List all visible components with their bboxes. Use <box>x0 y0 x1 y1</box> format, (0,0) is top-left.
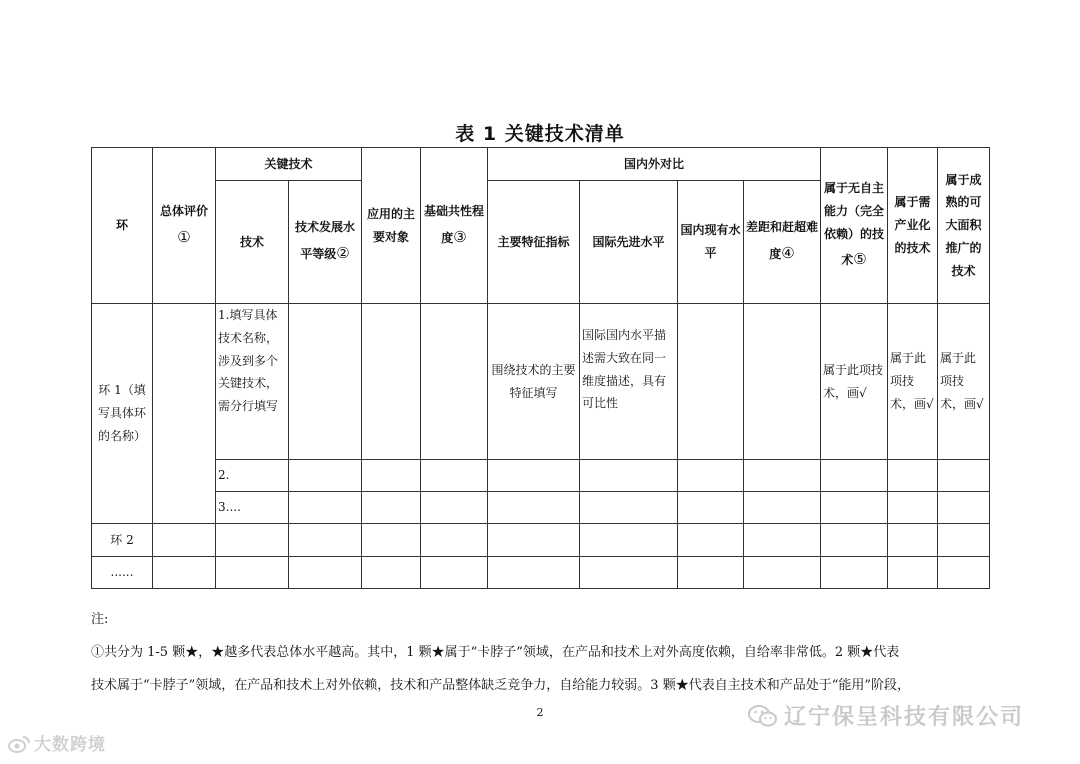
ring1-tech3: 3.... <box>216 492 289 524</box>
header-intl-level: 国际先进水平 <box>580 181 678 304</box>
header-main-app: 应用的主要对象 <box>362 148 421 304</box>
header-basic-common: 基础共性程度③ <box>421 148 488 304</box>
ring2-name: 环 2 <box>92 524 153 557</box>
table-title: 表 1 关键技术清单 <box>455 123 625 145</box>
watermark-left-text: 大数跨境 <box>34 735 106 755</box>
notes-line-2: 技术属于“卡脖子”领域，在产品和技术上对外依赖，技术和产品整体缺乏竞争力，自给能力较弱。3 颗★代表自主技术和产品处于“能用”阶段， <box>91 678 910 693</box>
ring1-tech1-level <box>289 304 362 460</box>
ring1-tech1-gap <box>744 304 821 460</box>
ring1-tech1-intl: 国际国内水平描述需大致在同一维度描述，具有可比性 <box>580 304 678 460</box>
header-industrialize: 属于需产业化的技术 <box>888 148 938 304</box>
header-tech-level: 技术发展水平等级② <box>289 181 362 304</box>
header-no-independent: 属于无自主能力（完全依赖）的技术⑤ <box>821 148 888 304</box>
watermark-right-text: 辽宁保呈科技有限公司 <box>784 705 1025 730</box>
header-domestic-level: 国内现有水平 <box>678 181 744 304</box>
ring1-tech1: 1.填写具体技术名称，涉及到多个关键技术，需分行填写 <box>216 304 289 460</box>
header-overall-eval: 总体评价 ① <box>153 148 216 304</box>
ring1-tech1-industrialize: 属于此项技术，画√ <box>888 304 938 460</box>
ring1-tech1-indicator: 围绕技术的主要特征填写 <box>488 304 580 460</box>
ring1-tech1-no-independent: 属于此项技术，画√ <box>821 304 888 460</box>
watermark-right <box>748 700 1024 731</box>
ring1-tech2: 2. <box>216 460 289 492</box>
header-key-tech: 关键技术 <box>216 148 362 181</box>
ring1-tech1-app <box>362 304 421 460</box>
ring1-tech1-mature: 属于此项技术，画√ <box>938 304 990 460</box>
ring1-tech1-domestic <box>678 304 744 460</box>
notes-label: 注: <box>91 612 109 627</box>
ring1-name: 环 1（填写具体环的名称） <box>92 304 153 524</box>
watermark-left <box>8 730 106 755</box>
header-main-indicator: 主要特征指标 <box>488 181 580 304</box>
weibo-icon <box>8 735 30 753</box>
header-mature: 属于成熟的可大面积推广的技术 <box>938 148 990 304</box>
header-ring: 环 <box>92 148 153 304</box>
header-compare: 国内外对比 <box>488 148 821 181</box>
notes <box>91 603 991 702</box>
ring1-tech1-common <box>421 304 488 460</box>
more-rows: ...... <box>92 557 153 589</box>
page-number: 2 <box>536 706 544 719</box>
ring1-overall-eval <box>153 304 216 524</box>
header-tech: 技术 <box>216 181 289 304</box>
header-gap: 差距和赶超难度④ <box>744 181 821 304</box>
key-tech-table <box>91 147 990 589</box>
wechat-icon <box>748 705 778 727</box>
notes-line-1: ①共分为 1-5 颗★，★越多代表总体水平越高。其中，1 颗★属于“卡脖子”领域，在产品和技术上对外高度依赖，自给率非常低。2 颗★代表 <box>91 645 900 660</box>
